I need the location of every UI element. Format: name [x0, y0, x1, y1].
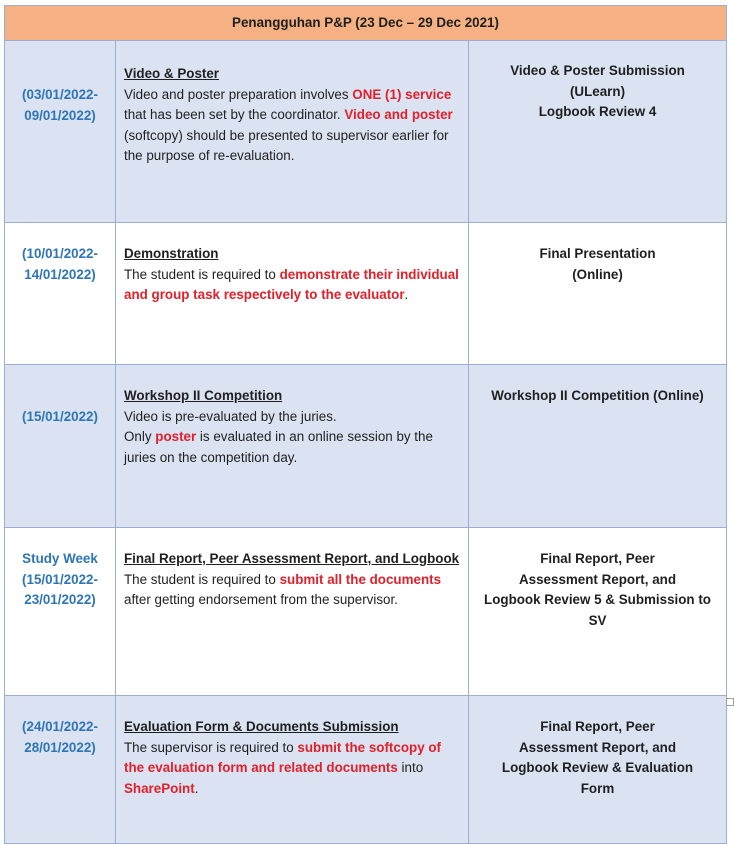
- activity-description: [124, 738, 462, 800]
- highlight-text: demonstrate their individual and group task respectively to the evaluator: [124, 266, 459, 302]
- description-text: after getting endorsement from the supervisor.: [124, 592, 398, 607]
- output-line: Assessment Report, and: [518, 571, 676, 587]
- description-text: Video is pre-evaluated by the juries.: [124, 408, 337, 424]
- output-cell: [469, 365, 727, 528]
- activity-cell: [116, 223, 469, 365]
- description-text: is evaluated in an online session by the juries on the competition day.: [124, 429, 433, 465]
- date-cell: [5, 365, 116, 528]
- table-row: [5, 223, 727, 365]
- date-line: (24/01/2022-: [22, 719, 98, 734]
- date-line: 28/01/2022): [24, 739, 96, 755]
- date-line: (15/01/2022): [22, 409, 98, 424]
- date-cell: [5, 41, 116, 223]
- output-line: Form: [580, 780, 615, 796]
- table-header: Penangguhan P&P (23 Dec – 29 Dec 2021): [5, 6, 727, 41]
- output-cell: [469, 696, 727, 844]
- output-line: Video & Poster Submission: [510, 63, 685, 78]
- schedule-table: [4, 5, 727, 844]
- description-text: .: [404, 287, 409, 302]
- activity-cell: [116, 696, 469, 844]
- table-row: [5, 528, 727, 696]
- activity-title: Demonstration: [124, 246, 219, 261]
- resize-handle[interactable]: [726, 698, 734, 706]
- output-line: SV: [588, 612, 607, 628]
- date-line: 14/01/2022): [24, 266, 96, 282]
- highlight-text: ONE (1) service: [352, 86, 452, 102]
- output-cell: [469, 41, 727, 223]
- description-text: .: [194, 780, 199, 796]
- activity-cell: [116, 528, 469, 696]
- highlight-text: SharePoint: [124, 780, 195, 796]
- activity-title: Video & Poster: [124, 66, 220, 81]
- highlight-text: submit all the documents: [279, 571, 442, 587]
- activity-cell: [116, 365, 469, 528]
- description-text: that has been set by the coordinator.: [124, 107, 345, 122]
- date-line: (10/01/2022-: [22, 246, 98, 261]
- output-line: Final Report, Peer: [540, 551, 655, 566]
- output-cell: [469, 528, 727, 696]
- date-line: 23/01/2022): [24, 592, 96, 607]
- output-cell: [469, 223, 727, 365]
- activity-title: Evaluation Form & Documents Submission: [124, 719, 399, 734]
- activity-description: [124, 85, 462, 167]
- output-line: Workshop II Competition (Online): [491, 388, 704, 403]
- date-line: 09/01/2022): [24, 107, 96, 123]
- date-line: (15/01/2022-: [22, 571, 98, 587]
- description-text: into: [397, 760, 424, 775]
- activity-description: [124, 570, 462, 611]
- date-cell: [5, 223, 116, 365]
- description-text: Only: [124, 429, 156, 444]
- description-text: The supervisor is required to: [124, 739, 298, 755]
- activity-title: Final Report, Peer Assessment Report, and Logbook: [124, 551, 460, 566]
- activity-description: [124, 265, 462, 306]
- date-cell: [5, 528, 116, 696]
- date-line: (03/01/2022-: [22, 87, 98, 102]
- highlight-text: Video and poster: [344, 107, 453, 122]
- output-line: Final Report, Peer: [540, 719, 655, 734]
- table-row: [5, 696, 727, 844]
- activity-description: [124, 407, 462, 469]
- date-line: Study Week: [22, 551, 98, 566]
- description-text: Video and poster preparation involves: [124, 86, 353, 102]
- output-line: (ULearn): [569, 83, 626, 99]
- output-line: Final Presentation: [539, 246, 656, 261]
- output-line: Logbook Review 4: [538, 104, 657, 119]
- output-line: (Online): [572, 266, 623, 282]
- highlight-text: submit the softcopy of the evaluation form and related documents: [124, 739, 441, 775]
- table-row: [5, 41, 727, 223]
- output-line: Logbook Review 5 & Submission to: [484, 592, 711, 607]
- activity-title: Workshop II Competition: [124, 388, 283, 403]
- description-text: The student is required to: [124, 266, 280, 282]
- highlight-text: poster: [155, 429, 197, 444]
- output-line: Logbook Review & Evaluation: [501, 760, 694, 775]
- output-line: Assessment Report, and: [518, 739, 676, 755]
- description-text: The student is required to: [124, 571, 280, 587]
- description-text: (softcopy) should be presented to supervisor earlier for the purpose of re-evaluation.: [124, 127, 449, 163]
- activity-cell: [116, 41, 469, 223]
- table-row: [5, 365, 727, 528]
- date-cell: [5, 696, 116, 844]
